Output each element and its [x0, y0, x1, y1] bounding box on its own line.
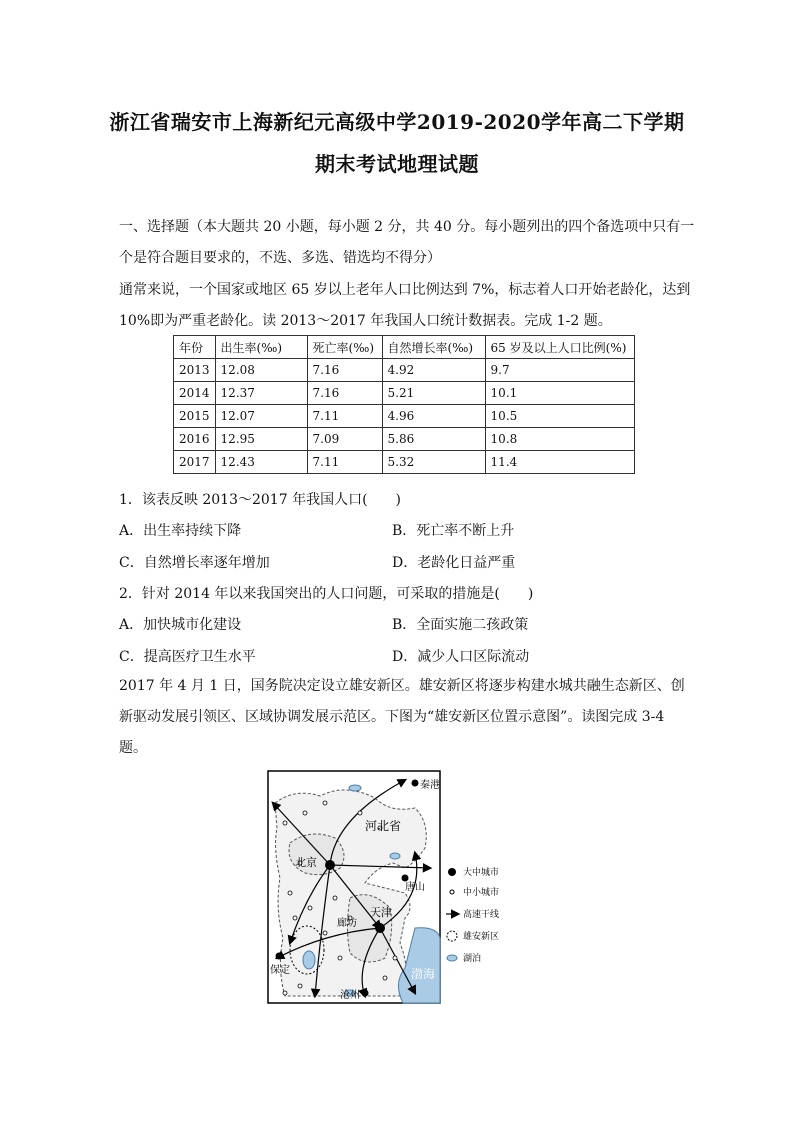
legend-lake: 湖泊	[463, 954, 482, 964]
question-1-option-b: B．死亡率不断上升	[392, 523, 515, 539]
table-cell: 10.5	[485, 405, 634, 428]
label-cangzhou: 沧州	[340, 990, 360, 1001]
population-table	[173, 335, 635, 474]
table-header-row	[174, 336, 635, 359]
lake	[303, 951, 315, 969]
label-tangshan: 唐山	[405, 882, 425, 893]
question-2-option-c: C．提高医疗卫生水平	[119, 649, 256, 665]
table-row	[174, 359, 635, 382]
legend-highway: 高速干线	[463, 910, 500, 920]
city-cangzhou	[362, 990, 369, 997]
question-1-option-c: C．自然增长率逐年增加	[119, 555, 270, 571]
xiongan-location-map	[265, 768, 535, 1008]
legend-large-city: 大中城市	[463, 868, 500, 878]
table-cell: 4.96	[382, 405, 485, 428]
table-cell: 2015	[174, 405, 216, 428]
label-baoding: 保定	[270, 965, 290, 976]
lake	[390, 853, 400, 859]
table-cell: 12.07	[215, 405, 307, 428]
question-2-option-d: D．减少人口区际流动	[392, 649, 530, 665]
table-row	[174, 405, 635, 428]
table-row	[174, 428, 635, 451]
label-qinhuangdao: 秦港	[420, 780, 440, 791]
label-langfang: 廊坊	[337, 918, 357, 929]
table-cell: 2016	[174, 428, 216, 451]
table-cell: 7.16	[307, 382, 382, 405]
title-line1: 浙江省瑞安市上海新纪元高级中学2019-2020学年高二下学期	[109, 110, 685, 134]
title-line2: 期末考试地理试题	[315, 152, 479, 176]
intro2-line1: 2017 年 4 月 1 日，国务院决定设立雄安新区。雄安新区将逐步构建水城共融生态新区、创	[119, 678, 685, 694]
table-cell: 9.7	[485, 359, 634, 382]
table-header: 出生率(‰)	[215, 336, 307, 359]
table-cell: 5.21	[382, 382, 485, 405]
city-tangshan	[402, 875, 409, 882]
table-header: 65 岁及以上人口比例(%)	[485, 336, 634, 359]
table-cell: 2017	[174, 451, 216, 474]
table-cell: 2013	[174, 359, 216, 382]
intro2-line3: 题。	[119, 740, 147, 756]
table-header: 自然增长率(‰)	[382, 336, 485, 359]
table-cell: 5.32	[382, 451, 485, 474]
question-1-option-a: A．出生率持续下降	[119, 523, 242, 539]
table-header: 死亡率(‰)	[307, 336, 382, 359]
city-tianjin	[375, 923, 385, 933]
section-heading-line2: 个是符合题目要求的，不选、多选、错选均不得分）	[119, 250, 441, 266]
city-qinhuangdao	[412, 780, 419, 787]
legend-xiongan: 雄安新区	[463, 932, 500, 942]
question-2-option-a: A．加快城市化建设	[119, 617, 242, 633]
city-baoding	[276, 953, 283, 960]
city-beijing	[325, 860, 335, 870]
legend-small-city: 中小城市	[463, 888, 500, 898]
map-legend	[446, 866, 499, 964]
table-cell: 12.43	[215, 451, 307, 474]
label-beijing: 北京	[295, 856, 317, 869]
table-cell: 7.16	[307, 359, 382, 382]
table-cell: 12.37	[215, 382, 307, 405]
table-row	[174, 382, 635, 405]
section-heading-line1: 一、选择题（本大题共 20 小题，每小题 2 分，共 40 分。每小题列出的四个备选项中只有一	[119, 219, 695, 235]
table-cell: 5.86	[382, 428, 485, 451]
intro1-line2: 10%即为严重老龄化。读 2013～2017 年我国人口统计数据表。完成 1-2 题。	[119, 313, 612, 329]
question-2-stem: 2．针对 2014 年以来我国突出的人口问题，可采取的措施是( )	[119, 586, 534, 602]
table-cell: 12.95	[215, 428, 307, 451]
table-cell: 12.08	[215, 359, 307, 382]
label-hebei: 河北省	[365, 819, 402, 833]
table-cell: 4.92	[382, 359, 485, 382]
lake	[349, 785, 361, 791]
table-cell: 7.11	[307, 405, 382, 428]
table-row	[174, 451, 635, 474]
question-1-stem: 1．该表反映 2013～2017 年我国人口( )	[119, 492, 401, 508]
table-cell: 10.8	[485, 428, 634, 451]
table-cell: 7.09	[307, 428, 382, 451]
table-cell: 2014	[174, 382, 216, 405]
intro1-line1: 通常来说，一个国家或地区 65 岁以上老年人口比例达到 7%，标志着人口开始老龄化，达到	[119, 282, 691, 298]
intro2-line2: 新驱动发展引领区、区域协调发展示范区。下图为“雄安新区位置示意图”。读图完成 3-4	[119, 709, 665, 725]
question-1-option-d: D．老龄化日益严重	[392, 555, 516, 571]
table-cell: 7.11	[307, 451, 382, 474]
table-cell: 10.1	[485, 382, 634, 405]
question-2-option-b: B．全面实施二孩政策	[392, 617, 529, 633]
table-header: 年份	[174, 336, 216, 359]
label-bohai: 渤海	[411, 967, 436, 981]
label-tianjin: 天津	[370, 906, 392, 919]
table-cell: 11.4	[485, 451, 634, 474]
